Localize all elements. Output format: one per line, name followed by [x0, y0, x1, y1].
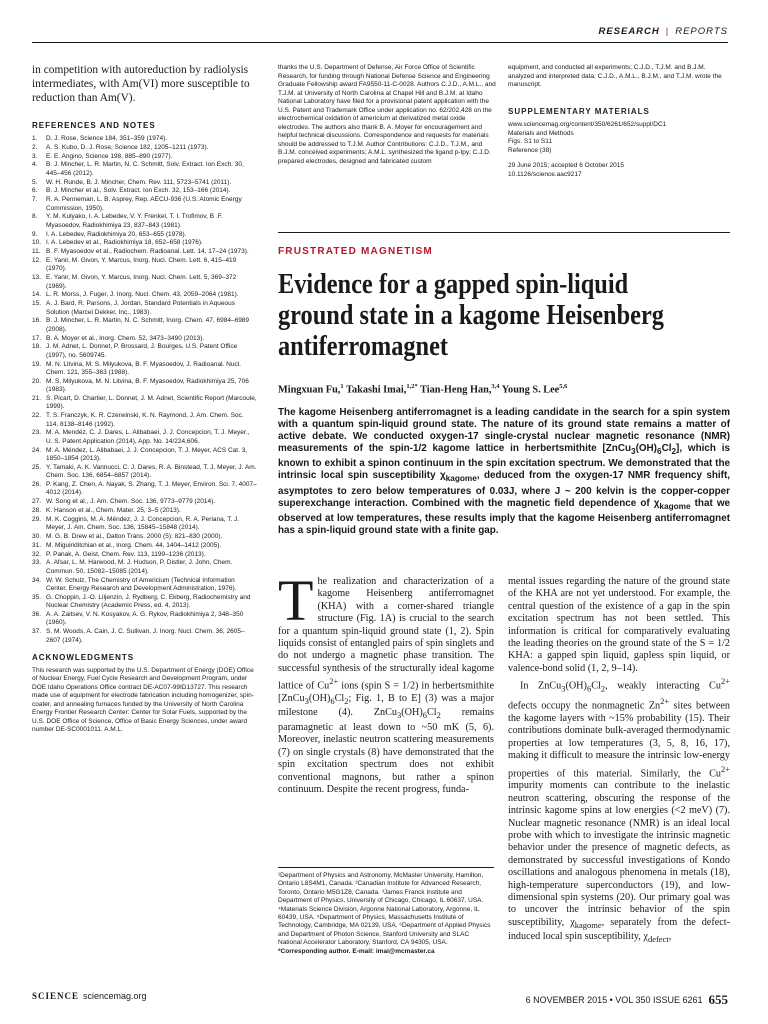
- body-text: Cl: [426, 707, 437, 719]
- reference-item: [32, 291, 257, 299]
- reference-text: E. Yanir, M. Givon, Y. Marcus, Inorg. Nucl. Chem. Lett. 5, 369–372 (1969).: [46, 274, 237, 290]
- acknowledgments-heading: ACKNOWLEDGMENTS: [32, 653, 135, 663]
- reference-text: B. A. Moyer et al., Inorg. Chem. 52, 3473–3490 (2013).: [46, 334, 205, 342]
- reference-text: W. W. Schulz, The Chemistry of Americium (Technical Information Center, Energy Research and Development Administration, 1976).: [46, 576, 237, 593]
- reference-number: 24.: [32, 446, 42, 454]
- reference-text: E. Yanir, M. Givon, Y. Marcus, Inorg. Nucl. Chem. Lett. 6, 415–419 (1970).: [46, 256, 237, 273]
- reference-text: B. J. Mincher, L. R. Martin, N. C. Schmitt, Inorg. Chem. 47, 6984–6989 (2008).: [46, 317, 250, 333]
- reference-text: I. A. Lebedev, Radiokhimiya 20, 653–655 (1978).: [46, 230, 187, 238]
- reference-number: 22.: [32, 412, 42, 420]
- abstract-text: ], which is known to exhibit a spinon continuum in the spin excitation spectrum. We demonstrated that the intrinsic local spin susceptibility χ: [278, 443, 730, 482]
- reference-item: [32, 231, 257, 239]
- issue-info: [526, 991, 728, 1007]
- reference-number: 21.: [32, 395, 42, 402]
- reference-number: 8.: [32, 213, 38, 221]
- subsection-label: REPORTS: [675, 26, 728, 37]
- reference-number: 20.: [32, 377, 42, 385]
- subscript: defect: [647, 934, 669, 945]
- reference-item: [32, 395, 257, 412]
- superscript: 2+: [720, 763, 730, 774]
- reference-item: [32, 498, 257, 506]
- body-text: Cl: [591, 680, 601, 692]
- page-footer: [32, 991, 728, 1007]
- issue-date: 6 NOVEMBER 2015 • VOL 350 ISSUE 6261: [525, 995, 703, 1005]
- subscript: 2: [436, 710, 441, 721]
- abstract-text: that we observed at low temperatures, these results imply that the kagome Heisenberg antiferromagnet has a spin-liquid ground state with a finite gap.: [278, 497, 730, 536]
- reference-item: [32, 507, 257, 515]
- reference-item: [32, 542, 257, 550]
- reference-text: B. J. Mincher, L. R. Martin, N. C. Schmitt, Solv. Extract. Ion Exch. 30, 445–456 (2012).: [46, 161, 244, 177]
- reference-text: J. M. Adnet, L. Donnet, P. Brossard, J. Bourges, U.S. Patent Office (1997), no. 5609745.: [46, 343, 238, 359]
- article-kicker: FRUSTRATED MAGNETISM: [278, 246, 433, 257]
- abstract-text: The kagome Heisenberg antiferromagnet is a leading candidate in the search for a spin system with a quantum spin-liquid ground state. The nature of its ground state remains a matter of active debate. We conducted oxygen-17 single-crystal nuclear magnetic resonance (NMR) measurements of the spin-1/2 kagome lattice in herbertsmithite [ZnCu: [278, 407, 730, 455]
- left-column: [32, 63, 257, 735]
- affiliations: [278, 867, 494, 956]
- body-text: he realization and characterization of a kagome Heisenberg antiferromagnet (KHA) with a corner-shared triangle structure (Fig. 1A) is crucial to the search for a quantum spin-liquid ground state (1, 2). Spin liquids consist of entangled pairs of spin singlets and do not undergo a magnetic phase transition. The successful synthesis of the structurally ideal kagome lattice of Cu: [278, 576, 494, 692]
- submission-dates: [508, 162, 730, 179]
- body-text: impurity moments can contribute to the inelastic neutron scattering, obscuring the response of the intrinsic kagome spins at low energies (<2 meV) (7). Nuclear magnetic resonance (NMR) is an ideal local probe with which to investigate the intrinsic magnetic behavior under the presence of magnetic defects, as demonstrated by successful investigations of Kondo oscillations and analogous phenomena in metals (18), high-temperature superconductors (19), and low-dimensional spin systems (20). Our primary goal was to uncover the intrinsic behavior of the spin susceptibility, χ: [508, 780, 730, 928]
- reference-item: [32, 577, 257, 594]
- reference-text: W. H. Runde, B. J. Mincher, Chem. Rev. 111, 5723–5741 (2011).: [46, 178, 232, 186]
- references-heading: REFERENCES AND NOTES: [32, 121, 156, 130]
- subscript: 6: [656, 447, 662, 457]
- reference-item: [32, 153, 257, 161]
- reference-number: 28.: [32, 507, 42, 515]
- superscript: 2+: [329, 676, 339, 687]
- reference-item: [32, 378, 257, 395]
- page-number: 655: [708, 992, 728, 1007]
- corresponding-author: *Corresponding author. E-mail: imai@mcmaster.ca: [278, 947, 435, 955]
- supplementary-line: Materials and Methods: [508, 129, 574, 137]
- subscript: 3: [396, 710, 402, 721]
- subscript: 6: [586, 683, 592, 694]
- reference-text: P. Kang, Z. Chen, A. Nayak, S. Zhang, T. J. Meyer, Environ. Sci. 7, 4007–4012 (2014).: [46, 481, 257, 497]
- subscript: 6: [330, 696, 335, 707]
- reference-number: 12.: [32, 256, 42, 264]
- author-name: Mingxuan Fu,: [278, 384, 341, 396]
- reference-number: 29.: [32, 515, 42, 523]
- reference-text: A. J. Bard, R. Parsons, J. Jordan, Standard Potentials in Aqueous Solution (Marcel Dekker, Inc., 1983).: [46, 300, 235, 316]
- reference-list: [32, 135, 257, 645]
- running-header: [598, 26, 728, 37]
- body-column-right: [508, 576, 730, 946]
- body-text: , weakly interacting Cu: [605, 680, 721, 692]
- reference-item: [32, 559, 257, 576]
- reference-item: [32, 361, 257, 378]
- reference-number: 15.: [32, 300, 42, 308]
- author-affiliation: 5,6: [559, 383, 568, 390]
- reference-number: 35.: [32, 593, 42, 601]
- reference-item: [32, 628, 257, 645]
- abstract: [278, 407, 730, 537]
- reference-number: 34.: [32, 576, 42, 584]
- reference-item: [32, 161, 257, 178]
- body-text: Cl: [334, 693, 345, 705]
- reference-number: 7.: [32, 196, 38, 204]
- reference-text: M. A. Mendéz, C. J. Dares, L. Alibabaei, J. J. Concepcion, T. J. Meyer., U. S. Patent Application (2014), App. No. 14/224,606.: [46, 429, 250, 445]
- reference-item: [32, 429, 257, 446]
- reference-number: 27.: [32, 498, 42, 506]
- supplementary-heading: SUPPLEMENTARY MATERIALS: [508, 106, 650, 116]
- acknowledgments-continued: thanks the U.S. Department of Defense, Air Force Office of Scientific Research, for funding through National Defense Science and Engineering Graduate Fellowship award FA9550-11-C-0028. Authors C.J.D., A.M.L., and T.J.M. at University of North Carolina at Chapel Hill and B.J.M. at Idaho National Laboratory have filed for a provisional patent application with the U.S. Patent and Trademark Office under application no. 62/202,428 on the electrochemical oxidation of americium at derivatized metal oxide electrodes. The authors also thank B. A. Moyer for encouragement and helpful technical discussions. Correspondence and requests for materials should be addressed to T.J.M. Author Contributions: C.J.D., T.J.M., and B.J.M. conceived experiments; A.M.L. synthesized the ligand p-tpy; C.J.D. prepared electrodes, designed and fabricated custom: [278, 64, 496, 165]
- reference-text: B. J. Mincher et al., Solv. Extract. Ion Exch. 32, 153–166 (2014).: [46, 187, 231, 195]
- subscript: kagome: [574, 919, 602, 930]
- superscript: 2+: [660, 696, 670, 707]
- abstract-text: , deduced from the oxygen-17 NMR frequency shift, asymptotes to zero below temperatures of 0.03J, where J ~ 200 kelvin is the copper-copper superexchange interaction. Combined with the magnetic field dependence of χ: [278, 470, 730, 509]
- reference-number: 11.: [32, 248, 41, 256]
- reference-text: A. S. Kubo, D. J. Rose, Science 182, 1205–1211 (1973).: [46, 143, 209, 151]
- abstract-text: (OH): [635, 443, 657, 455]
- acknowledgments: [32, 654, 257, 735]
- reference-number: 1.: [32, 135, 38, 142]
- reference-text: Y. Tamaki, A. K. Vannucci, C. J. Dares, R. A. Binstead, T. J. Meyer, J. Am. Chem. Soc. 136, 6854–6857 (2014).: [46, 463, 257, 480]
- reference-item: [32, 611, 257, 628]
- reference-number: 14.: [32, 291, 42, 299]
- reference-text: D. J. Rose, Science 184, 351–359 (1974).: [46, 135, 168, 142]
- reference-item: [32, 248, 257, 256]
- author-name: Tian-Heng Han,: [420, 384, 492, 396]
- author-contributions-and-supplement: [508, 64, 730, 179]
- body-text: ,: [668, 931, 672, 943]
- reference-item: [32, 516, 257, 533]
- previous-article-ending: in competition with autoreduction by radiolysis intermediates, with Am(VI) more susceptible to reduction than Am(V).: [32, 64, 250, 104]
- body-paragraph: mental issues regarding the nature of the ground state of the KHA are not yet understood. For example, the central question of the existence of a gap in the spin excitation spectrum has not been settled. This information is critical for comparatively evaluating the leading theories on the ground state of the S = 1/2 KHA: a gapped spin liquid, gapless spin liquid, or valence-bond solid (1, 2, 9–14).: [508, 576, 730, 674]
- abstract-text: Cl: [661, 443, 672, 455]
- reference-text: P. Panak, A. Geist, Chem. Rev. 113, 1199–1236 (2013).: [46, 550, 206, 558]
- reference-number: 19.: [32, 360, 42, 368]
- reference-item: [32, 481, 257, 498]
- reference-number: 36.: [32, 611, 42, 619]
- reference-number: 33.: [32, 559, 42, 567]
- reference-number: 37.: [32, 628, 42, 636]
- reference-text: W. Song et al., J. Am. Chem. Soc. 136, 9773–9779 (2014).: [46, 498, 216, 506]
- reference-number: 23.: [32, 429, 42, 437]
- body-text: (OH): [401, 707, 423, 719]
- author-affiliation: 1,2*: [406, 383, 418, 390]
- reference-text: M. S. Milyukova, M. N. Litvina, B. F. Myasoedov, Radiokhimiya 25, 706 (1983).: [46, 377, 249, 394]
- body-text: (OH): [308, 693, 331, 705]
- reference-item: [32, 594, 257, 611]
- reference-item: [32, 412, 257, 429]
- author-list: [278, 383, 567, 395]
- reference-item: [32, 196, 257, 213]
- affiliations-text: ¹Department of Physics and Astronomy, McMaster University, Hamilton, Ontario L8S4M1, Canada. ²Canadian Institute for Advanced Research, Toronto, Ontario M5G1Z8, Canada. ³James Franck Institute and Department of Physics, University of Chicago, Chicago, IL 60637, USA. ⁴Materials Science Division, Argonne National Laboratory, Argonne, IL 60439, USA. ⁵Department of Physics, Massachusetts Institute of Technology, Cambridge, MA 02139, USA. ⁶Department of Applied Physics and Department of Photon Science, Stanford University and SLAC National Accelerator Laboratory, Stanford, CA 94305, USA.: [278, 872, 491, 947]
- reference-text: M. K. Coggins, M. A. Méndez, J. J. Concepcion, R. A. Periana, T. J. Meyer, J. Am. Chem. Soc. 136, 15845–15848 (2014).: [46, 515, 240, 532]
- reference-number: 30.: [32, 533, 42, 541]
- reference-text: I. A. Lebedev et al., Radiokhimiya 18, 652–658 (1976).: [46, 239, 203, 247]
- reference-item: [32, 144, 257, 152]
- reference-item: [32, 447, 257, 464]
- supplementary-line: Figs. S1 to S11: [508, 138, 552, 145]
- subscript: 3: [304, 696, 309, 707]
- supplementary-materials: [508, 108, 730, 180]
- reference-text: E. E. Angino, Science 198, 885–890 (1977).: [46, 152, 173, 160]
- body-paragraph: [508, 675, 730, 945]
- reference-number: 5.: [32, 178, 38, 186]
- header-rule: [32, 42, 728, 43]
- reference-number: 4.: [32, 161, 38, 169]
- body-text: ; Fig. 1, B to E] (3) was a major milestone (4). ZnCu: [278, 693, 494, 719]
- reference-item: [32, 179, 257, 187]
- reference-number: 17.: [32, 334, 42, 342]
- reference-number: 25.: [32, 463, 42, 471]
- author-name: Young S. Lee: [501, 384, 560, 396]
- subscript: 3: [561, 683, 566, 694]
- reference-text: T. S. Franczyk, K. R. Czerwinski, K. N. Raymond, J. Am. Chem. Soc. 114, 8138–8146 (1992).: [46, 412, 244, 428]
- body-text: defects occupy the nonmagnetic Zn: [508, 700, 661, 712]
- subscript: kagome: [659, 501, 691, 511]
- subscript: 2: [671, 447, 677, 457]
- reference-item: [32, 300, 257, 317]
- reference-text: B. F. Myasoedov et al., Radiochem. Radioanal. Lett. 14, 17–24 (1973).: [46, 248, 249, 256]
- reference-number: 2.: [32, 143, 38, 151]
- reference-text: S. M. Woods, A. Cain, J. C. Sullivan, J. Inorg. Nucl. Chem. 36, 2605–2607 (1974).: [46, 628, 245, 644]
- reference-item: [32, 274, 257, 291]
- contributions-text: equipment, and conducted all experiments; C.J.D., T.J.M. and B.J.M. analyzed and interpreted data; C.J.D., A.M.L., B.J.M., and T.J.M. wrote the manuscript.: [508, 64, 722, 88]
- author-affiliation: 1: [340, 383, 344, 390]
- body-text: , separately from the defect-induced local spin susceptibility, χ: [508, 916, 730, 943]
- acknowledgments-text: This research was supported by the U.S. Department of Energy (DOE) Office of Nuclear Energy, Fuel Cycle Research and Development Program, under DOE Idaho Operations Office contract DE-AC07-99ID13727. This research made use of equipment for electrode fabrication including homogenizer, spin-coater, and annealing furnaces funded by the University of North Carolina Energy Frontier Research Center: Center for Solar Fuels, supported by the U.S. DOE Office of Science, Office of Basic Energy Sciences, under award number DE-SC0001011. A.M.L.: [32, 666, 254, 734]
- reference-item: [32, 135, 257, 143]
- subscript: 6: [422, 710, 427, 721]
- reference-number: 31.: [32, 541, 42, 549]
- subscript: 2: [344, 696, 349, 707]
- reference-text: M. A. Méndez, L. Alibabaei, J. J. Concepcion, T. J. Meyer, ACS Cat. 3, 1850–1854 (2013).: [46, 446, 248, 463]
- reference-number: 13.: [32, 274, 42, 282]
- reference-item: [32, 257, 257, 274]
- reference-text: A. A. Zaitsev, V. N. Kosyakov, A. G. Rykov, Radiokhimiya 2, 348–350 (1960).: [46, 611, 244, 627]
- body-text: In ZnCu: [520, 680, 562, 692]
- reference-number: 32.: [32, 550, 42, 558]
- received-accepted-dates: 29 June 2015; accepted 6 October 2015: [508, 162, 625, 169]
- reference-item: [32, 317, 257, 334]
- reference-text: M. G. B. Drew et al., Dalton Trans. 2000 (5): 821–830 (2000).: [46, 533, 223, 541]
- article-divider: [278, 232, 730, 233]
- journal-url[interactable]: sciencemag.org: [83, 991, 147, 1001]
- doi[interactable]: 10.1126/science.aac9217: [508, 170, 582, 178]
- article-title: Evidence for a gapped spin-liquid ground state in a kagome Heisenberg antiferromagnet: [278, 268, 664, 362]
- body-column-left: [278, 568, 494, 796]
- reference-number: 6.: [32, 187, 38, 195]
- author-name: Takashi Imai,: [346, 384, 407, 396]
- reference-text: L. R. Morss, J. Fuger, J. Inorg. Nucl. Chem. 43, 2059–2064 (1981).: [46, 291, 239, 299]
- header-separator: |: [665, 26, 670, 37]
- reference-text: S. Picart, D. Chartier, L. Donnet, J. M. Adnet, Scientific Report (Marcoule, 1999).: [46, 395, 257, 411]
- supplementary-url[interactable]: www.sciencemag.org/content/350/6261/652/suppl/DC1: [508, 121, 667, 128]
- reference-number: 10.: [32, 239, 42, 247]
- reference-item: [32, 533, 257, 541]
- reference-item: [32, 213, 257, 230]
- reference-item: [32, 187, 257, 195]
- reference-text: R. A. Penneman, L. B. Asprey, Rep. AECU-936 (U.S. Atomic Energy Commission, 1950).: [46, 196, 242, 212]
- reference-number: 16.: [32, 317, 42, 325]
- author-affiliation: 3,4: [491, 383, 500, 390]
- reference-item: [32, 239, 257, 247]
- supplementary-line: Reference (38): [508, 146, 552, 154]
- reference-text: M. N. Litvina, M. S. Milyukova, B. F. Myasoedov, J. Radioanal. Nucl. Chem. 121, 355–363 (1988).: [46, 360, 241, 376]
- reference-number: 9.: [32, 230, 38, 238]
- reference-text: Y. M. Kulyako, I. A. Lebedev, V. Y. Frenkel, T. I. Trofimov, B .F. Myasoedov, Radiokhimiya 23, 837–843 (1981).: [46, 213, 223, 229]
- superscript: 2+: [720, 676, 730, 687]
- reference-text: G. Choppin, J.-O. Liljenzin, J. Rydberg, C. Ekberg, Radiochemistry and Nuclear Chemistry (Academic Press, ed. 4, 2013).: [46, 593, 251, 610]
- drop-cap: T: [278, 568, 314, 633]
- body-text: ions (spin S = 1/2) in herbertsmithite [ZnCu: [278, 680, 494, 705]
- body-text: (OH): [565, 680, 587, 692]
- reference-number: 18.: [32, 343, 42, 351]
- subscript: 3: [630, 447, 636, 457]
- reference-number: 26.: [32, 481, 42, 489]
- journal-name: SCIENCE: [32, 991, 80, 1001]
- reference-item: [32, 551, 257, 559]
- section-label: RESEARCH: [598, 26, 660, 37]
- reference-text: A. Afsar, L. M. Harwood, M. J. Hudson, P. Distler, J. John, Chem. Commun. 50, 15082–15085 (2014).: [46, 559, 233, 575]
- subscript: 2: [600, 683, 606, 694]
- reference-item: [32, 464, 257, 481]
- reference-item: [32, 343, 257, 360]
- body-text: remains paramagnetic at least down to ~50 mK (5, 6). Moreover, inelastic neutron scattering measurements (7) on single crystals (8) have demonstrated that the spin excitation spectrum does not exhibit conventional magnons, but rather a spinon continuum. Despite the recent progress, funda-: [278, 707, 494, 795]
- reference-text: M. Miguiriditchian et al., Inorg. Chem. 44, 1404–1412 (2005).: [46, 541, 222, 549]
- reference-number: 3.: [32, 152, 38, 160]
- body-text: sites between the kagome layers with ~15% probability (15). Their contributions dominate bulk-averaged thermodynamic properties at low temperatures (3, 5, 8, 16, 17), making it difficult to measure the intrinsic low-energy properties of this material. Similarly, the Cu: [508, 700, 730, 779]
- reference-text: K. Hanson et al., Chem. Mater. 25, 3–5 (2013).: [46, 507, 181, 515]
- reference-item: [32, 335, 257, 343]
- subscript: kagome: [445, 474, 477, 484]
